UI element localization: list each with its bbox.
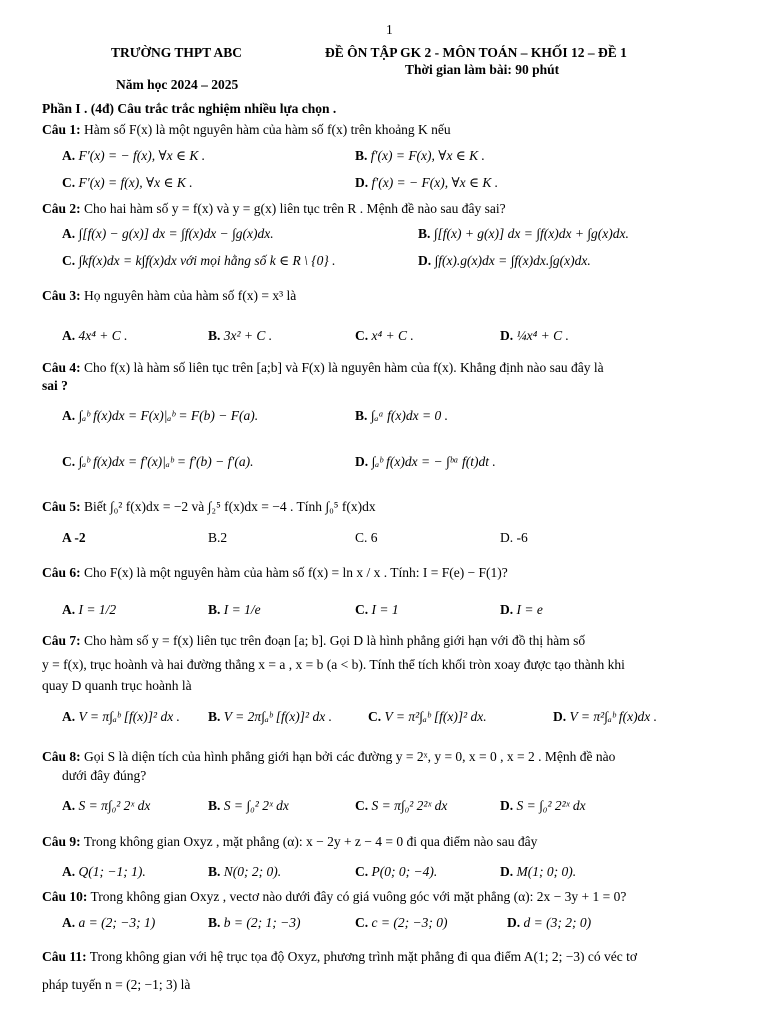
q2-option-c[interactable]: C. ∫kf(x)dx = k∫f(x)dx với mọi hằng số k ∈ R \ {0} .	[62, 253, 336, 268]
q10-option-b[interactable]: B. b = (2; 1; −3)	[208, 915, 301, 930]
question-7: Câu 7: Cho hàm số y = f(x) liên tục trên đoạn [a; b]. Gọi D là hình phẳng giới hạn với đồ thị hàm số	[42, 633, 586, 648]
question-9: Câu 9: Trong không gian Oxyz , mặt phẳng (α): x − 2y + z − 4 = 0 đi qua điểm nào sau đây	[42, 834, 538, 849]
q8-option-a[interactable]: A. S = π∫₀² 2ˣ dx	[62, 798, 151, 813]
question-11-cont: pháp tuyến n = (2; −1; 3) là	[42, 977, 191, 992]
question-5: Câu 5: Biết ∫₀² f(x)dx = −2 và ∫₂⁵ f(x)dx = −4 . Tính ∫₀⁵ f(x)dx	[42, 499, 376, 514]
q9-option-d[interactable]: D. M(1; 0; 0).	[500, 864, 577, 879]
q10-option-d[interactable]: D. d = (3; 2; 0)	[507, 915, 592, 930]
question-7-cont: y = f(x), trục hoành và hai đường thẳng x = a , x = b (a < b). Tính thể tích khối tròn xoay được tạo thành khi	[42, 657, 625, 672]
question-8-cont: dưới đây đúng?	[62, 768, 147, 783]
q8-option-d[interactable]: D. S = ∫₀² 2²ˣ dx	[500, 798, 586, 813]
q7-option-c[interactable]: C. V = π²∫ₐᵇ [f(x)]² dx.	[368, 709, 487, 724]
q5-option-b[interactable]: B.2	[208, 530, 228, 545]
question-4: Câu 4: Cho f(x) là hàm số liên tục trên [a;b] và F(x) là nguyên hàm của f(x). Khẳng định nào sau đây là	[42, 360, 604, 375]
q6-option-a[interactable]: A. I = 1/2	[62, 602, 117, 617]
q4-option-d[interactable]: D. ∫ₐᵇ f(x)dx = − ∫ᵇᵃ f(t)dt .	[355, 454, 496, 469]
q3-option-c[interactable]: C. x⁴ + C .	[355, 328, 414, 343]
q10-option-a[interactable]: A. a = (2; −3; 1)	[62, 915, 156, 930]
question-7-cont2: quay D quanh trục hoành là	[42, 678, 192, 693]
question-11: Câu 11: Trong không gian với hệ trục tọa độ Oxyz, phương trình mặt phẳng đi qua điểm A(1; 2; −3) có véc tơ	[42, 949, 638, 964]
question-8: Câu 8: Gọi S là diện tích của hình phẳng giới hạn bởi các đường y = 2ˣ, y = 0, x = 0 , x = 2 . Mệnh đề nào	[42, 749, 616, 764]
q9-option-a[interactable]: A. Q(1; −1; 1).	[62, 864, 146, 879]
q1-option-d[interactable]: D. f′(x) = − F(x), ∀x ∈ K .	[355, 175, 499, 190]
q4-option-b[interactable]: B. ∫ₐᵃ f(x)dx = 0 .	[355, 408, 449, 423]
q5-option-a[interactable]: A -2	[62, 530, 86, 545]
q2-option-d[interactable]: D. ∫f(x).g(x)dx = ∫f(x)dx.∫g(x)dx.	[418, 253, 591, 268]
question-2: Câu 2: Cho hai hàm số y = f(x) và y = g(x) liên tục trên R . Mệnh đề nào sau đây sai?	[42, 201, 506, 216]
q6-option-c[interactable]: C. I = 1	[355, 602, 399, 617]
q1-option-c[interactable]: C. F′(x) = f(x), ∀x ∈ K .	[62, 175, 193, 190]
q6-option-b[interactable]: B. I = 1/e	[208, 602, 261, 617]
q5-option-c[interactable]: C. 6	[355, 530, 378, 545]
q7-option-a[interactable]: A. V = π∫ₐᵇ [f(x)]² dx .	[62, 709, 180, 724]
q2-option-b[interactable]: B. ∫[f(x) + g(x)] dx = ∫f(x)dx + ∫g(x)dx.	[418, 226, 629, 241]
question-3: Câu 3: Họ nguyên hàm của hàm số f(x) = x³ là	[42, 288, 297, 303]
q10-option-c[interactable]: C. c = (2; −3; 0)	[355, 915, 448, 930]
q3-option-a[interactable]: A. 4x⁴ + C .	[62, 328, 128, 343]
school-name: TRƯỜNG THPT ABC	[111, 45, 243, 60]
q2-option-a[interactable]: A. ∫[f(x) − g(x)] dx = ∫f(x)dx − ∫g(x)dx.	[62, 226, 274, 241]
q1-option-a[interactable]: A. F′(x) = − f(x), ∀x ∈ K .	[62, 148, 206, 163]
q6-option-d[interactable]: D. I = e	[500, 602, 543, 617]
q9-option-c[interactable]: C. P(0; 0; −4).	[355, 864, 438, 879]
q4-option-c[interactable]: C. ∫ₐᵇ f(x)dx = f′(x)|ₐᵇ = f′(b) − f′(a).	[62, 454, 254, 469]
q3-option-d[interactable]: D. ¼x⁴ + C .	[500, 328, 569, 343]
q9-option-b[interactable]: B. N(0; 2; 0).	[208, 864, 282, 879]
page-number: 1	[386, 22, 393, 37]
q7-option-b[interactable]: B. V = 2π∫ₐᵇ [f(x)]² dx .	[208, 709, 332, 724]
question-4-cont: sai ?	[42, 378, 68, 393]
exam-duration: Thời gian làm bài: 90 phút	[405, 62, 560, 77]
q8-option-b[interactable]: B. S = ∫₀² 2ˣ dx	[208, 798, 289, 813]
q4-option-a[interactable]: A. ∫ₐᵇ f(x)dx = F(x)|ₐᵇ = F(b) − F(a).	[62, 408, 259, 423]
q3-option-b[interactable]: B. 3x² + C .	[208, 328, 273, 343]
q8-option-c[interactable]: C. S = π∫₀² 2²ˣ dx	[355, 798, 448, 813]
question-1: Câu 1: Hàm số F(x) là một nguyên hàm của hàm số f(x) trên khoảng K nếu	[42, 122, 451, 137]
exam-title: ĐỀ ÔN TẬP GK 2 - MÔN TOÁN – KHỐI 12 – ĐỀ 1	[325, 45, 627, 60]
school-year: Năm học 2024 – 2025	[116, 77, 239, 92]
question-10: Câu 10: Trong không gian Oxyz , vectơ nào dưới đây có giá vuông góc với mặt phẳng (α): 2x − 3y + 1 = 0?	[42, 889, 627, 904]
q5-option-d[interactable]: D. -6	[500, 530, 528, 545]
question-6: Câu 6: Cho F(x) là một nguyên hàm của hàm số f(x) = ln x / x . Tính: I = F(e) − F(1)?	[42, 565, 508, 580]
section-title: Phần I . (4đ) Câu trắc trắc nghiệm nhiều lựa chọn .	[42, 101, 337, 116]
q1-option-b[interactable]: B. f′(x) = F(x), ∀x ∈ K .	[355, 148, 485, 163]
q7-option-d[interactable]: D. V = π²∫ₐᵇ f(x)dx .	[553, 709, 658, 724]
